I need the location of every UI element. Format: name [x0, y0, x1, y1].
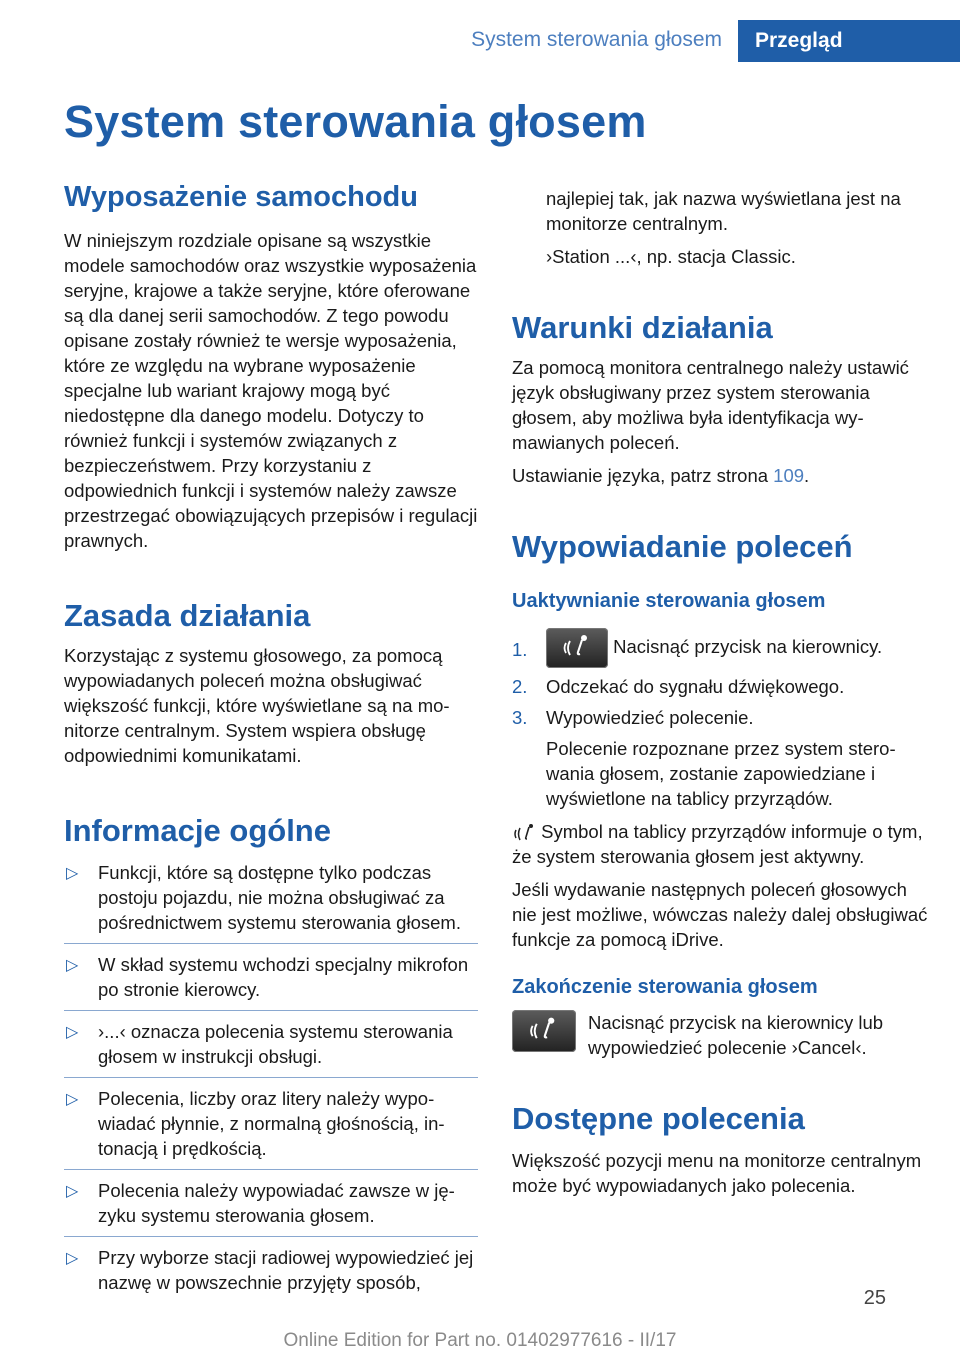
para-step3-detail: Polecenie rozpoznane przez system sterowania głosem, zostanie zapowiedziane i wyświetlone na tablicy przyrządów.: [546, 738, 896, 809]
para-language: [512, 463, 928, 488]
list-item: [64, 860, 478, 943]
step-item: [512, 628, 928, 674]
heading-end: Zakończenie sterowania głosem: [512, 976, 818, 999]
list-item: [64, 1010, 478, 1077]
header-tab: Przegląd: [738, 20, 960, 62]
bullet-text: Polecenia należy wypowiadać zawsze w języku systemu sterowania głosem.: [98, 1180, 455, 1226]
page-number: 25: [863, 1287, 886, 1309]
para-equipment: W niniejszym rozdziale opisane są wszystkie modele samochodów oraz wszystkie wyposażenia seryjne, krajowe a także seryjne, które oferowane są dla danej serii samochodów. Z tego powodu opisane zostały również te wersje wyposażenia, które ze względu na wybrane wyposażenie specjalne lub wariant krajowy mogą być niedostępne dla danego modelu. Dotyczy to również funkcji i systemów związanych z bezpieczeństwem. Przy korzystaniu z odpowiednich funkcji i systemów należy zawsze przestrzegać obowiązujących przepisów i regulacji prawnych.: [64, 230, 478, 551]
para-available: Większość pozycji menu na monitorze centralnym może być wypowiadanych jako polecenia.: [512, 1150, 922, 1197]
para-no-more-commands: Jeśli wydawanie następnych poleceń głosowych nie jest możliwe, wówczas należy dalej obsługiwać funkcje za pomocą iDrive.: [512, 879, 928, 951]
para-principle: Korzystając z systemu głosowego, za pomocą wypowiadanych poleceń można obsługiwać większość funkcji, które wyświetlane są na monitorze centralnym. System wspiera obsługę odpowiednimi komunikatami.: [64, 645, 450, 766]
steering-wheel-voice-button-icon: [546, 628, 608, 668]
triangle-bullet-icon: ▷: [66, 957, 79, 974]
step-text: Odczekać do sygnału dźwiękowego.: [546, 676, 845, 697]
step-item: [512, 674, 928, 705]
list-item: [64, 943, 478, 1010]
footer-edition: Online Edition for Part no. 01402977616 - II/17: [283, 1330, 677, 1351]
para-symbol: [512, 819, 928, 869]
step-text: Wypowiedzieć polecenie.: [546, 707, 754, 728]
heading-conditions: Warunki działania: [512, 310, 773, 345]
header-section-title: System sterowania głosem: [471, 28, 722, 51]
left-column: [64, 180, 478, 1295]
bullet-text: W skład systemu wchodzi specjalny mikrofon po stronie kierowcy.: [98, 954, 469, 1000]
list-item: [64, 1169, 478, 1236]
step-number: 2.: [512, 676, 528, 697]
para-station-example: ›Station ...‹, np. stacja Classic.: [546, 246, 796, 267]
heading-equipment: Wyposażenie samochodu: [64, 181, 418, 213]
bullet-text: Funkcji, które są dostępne tylko podczas postoju pojazdu, nie można obsługiwać za pośrednictwem systemu sterowania głosem.: [98, 862, 461, 933]
para-conditions: Za pomocą monitora centralnego należy ustawić język obsługiwany przez system sterowania głosem, aby możliwa była identyfikacja wymawianych poleceń.: [512, 357, 909, 453]
voice-symbol-icon: [512, 822, 536, 844]
heading-principle: Zasada działania: [64, 598, 311, 633]
bullet-text: Przy wyborze stacji radiowej wypowiedzieć jej nazwę w powszechnie przyjęty sposób,: [98, 1247, 474, 1293]
page-header: [0, 20, 960, 62]
language-text: Ustawianie języka, patrz strona: [512, 465, 774, 486]
heading-speaking: Wypowiadanie poleceń: [512, 529, 853, 564]
triangle-bullet-icon: ▷: [66, 1024, 79, 1041]
para-continuation: najlepiej tak, jak nazwa wyświetlana jest na monitorze centralnym.: [546, 188, 901, 234]
steering-wheel-voice-button-icon: [512, 1010, 576, 1052]
step-number: 1.: [512, 639, 528, 660]
page-link[interactable]: 109: [773, 465, 805, 486]
list-item: [64, 1236, 478, 1295]
triangle-bullet-icon: ▷: [66, 1091, 79, 1108]
heading-activate: Uaktywnianie sterowania głosem: [512, 590, 826, 612]
language-suffix: .: [804, 465, 810, 486]
symbol-text: Symbol na tablicy przyrządów informuje o tym, że system sterowania głosem jest aktywny.: [512, 821, 923, 868]
heading-general: Informacje ogólne: [64, 813, 331, 848]
right-column: [512, 186, 928, 1198]
step-number: 3.: [512, 707, 528, 728]
activation-steps: [512, 628, 928, 730]
triangle-bullet-icon: ▷: [66, 1183, 79, 1200]
general-bullet-list: [64, 860, 478, 1295]
bullet-text: Polecenia, liczby oraz litery należy wypowiadać płynnie, z normalną głośnością, intonacją i prędkością.: [98, 1088, 445, 1159]
list-item: [64, 1077, 478, 1169]
step-text: Nacisnąć przycisk na kierownicy.: [613, 635, 883, 657]
page-title: System sterowania głosem: [64, 96, 647, 147]
triangle-bullet-icon: ▷: [66, 1250, 79, 1267]
end-instruction: [512, 1010, 928, 1060]
triangle-bullet-icon: ▷: [66, 865, 79, 882]
step-item: [512, 705, 928, 730]
para-end: Nacisnąć przycisk na kierownicy lub wypowiedzieć polecenie ›Cancel‹.: [588, 1012, 884, 1059]
bullet-text: ›...‹ oznacza polecenia systemu sterowania głosem w instrukcji obsługi.: [98, 1021, 453, 1067]
heading-available: Dostępne polecenia: [512, 1101, 805, 1137]
